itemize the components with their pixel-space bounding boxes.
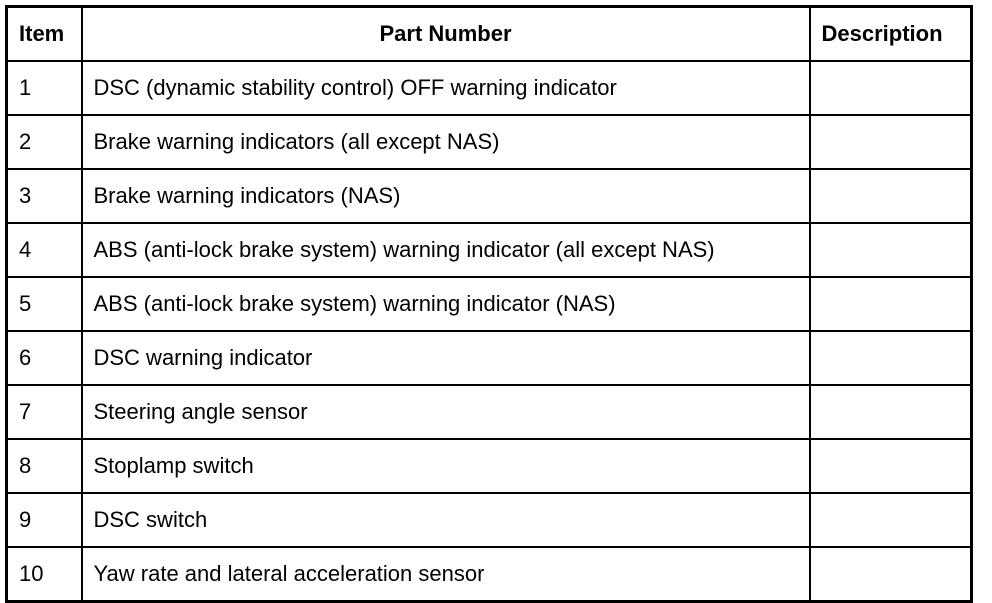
part-number-cell: Steering angle sensor	[82, 385, 810, 439]
part-number-cell: DSC (dynamic stability control) OFF warning indicator	[82, 61, 810, 115]
table-row	[7, 61, 972, 115]
header-item: Item	[7, 7, 82, 62]
item-cell: 2	[7, 115, 82, 169]
table-row	[7, 115, 972, 169]
part-number-cell: Brake warning indicators (NAS)	[82, 169, 810, 223]
description-cell	[810, 385, 972, 439]
item-cell: 10	[7, 547, 82, 602]
table-row	[7, 331, 972, 385]
table-body	[7, 61, 972, 602]
header-row	[7, 7, 972, 62]
item-cell: 7	[7, 385, 82, 439]
parts-table	[5, 5, 973, 603]
table-row	[7, 385, 972, 439]
item-cell: 1	[7, 61, 82, 115]
item-cell: 6	[7, 331, 82, 385]
description-cell	[810, 547, 972, 602]
description-cell	[810, 61, 972, 115]
part-number-cell: DSC switch	[82, 493, 810, 547]
table-row	[7, 223, 972, 277]
table-header	[7, 7, 972, 62]
header-part-number: Part Number	[82, 7, 810, 62]
table-row	[7, 439, 972, 493]
part-number-cell: Stoplamp switch	[82, 439, 810, 493]
part-number-cell: Yaw rate and lateral acceleration sensor	[82, 547, 810, 602]
description-cell	[810, 115, 972, 169]
description-cell	[810, 493, 972, 547]
table-row	[7, 547, 972, 602]
part-number-cell: Brake warning indicators (all except NAS)	[82, 115, 810, 169]
header-description: Description	[810, 7, 972, 62]
table-row	[7, 277, 972, 331]
table-row	[7, 169, 972, 223]
item-cell: 5	[7, 277, 82, 331]
table-row	[7, 493, 972, 547]
item-cell: 9	[7, 493, 82, 547]
description-cell	[810, 439, 972, 493]
part-number-cell: ABS (anti-lock brake system) warning indicator (NAS)	[82, 277, 810, 331]
item-cell: 3	[7, 169, 82, 223]
item-cell: 8	[7, 439, 82, 493]
item-cell: 4	[7, 223, 82, 277]
description-cell	[810, 223, 972, 277]
description-cell	[810, 331, 972, 385]
part-number-cell: ABS (anti-lock brake system) warning indicator (all except NAS)	[82, 223, 810, 277]
description-cell	[810, 277, 972, 331]
part-number-cell: DSC warning indicator	[82, 331, 810, 385]
description-cell	[810, 169, 972, 223]
